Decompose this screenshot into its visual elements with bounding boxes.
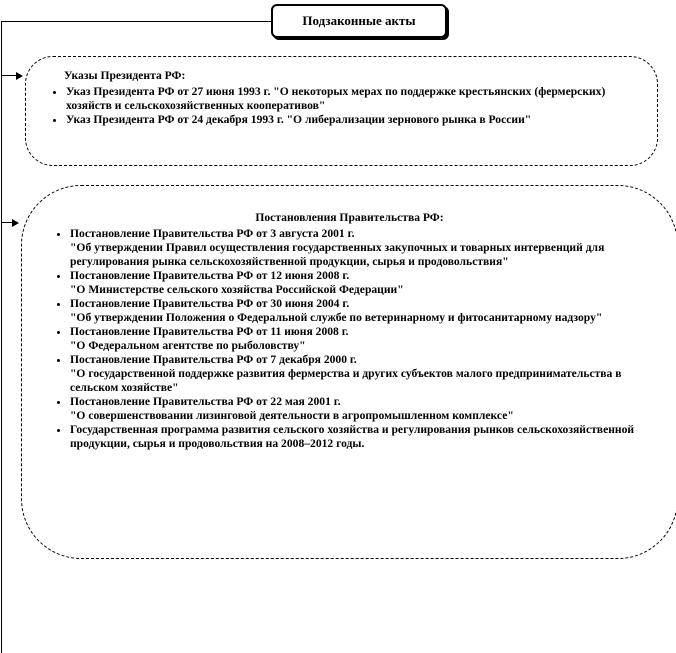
government-list xyxy=(40,227,659,451)
item-title: "О Министерстве сельского хозяйства Российской Федерации" xyxy=(70,283,404,296)
item-head: Постановление Правительства РФ от 30 июня 2004 г. xyxy=(70,297,350,310)
item-head: Постановление Правительства РФ от 7 декабря 2000 г. xyxy=(70,353,357,366)
arrow-to-government-icon xyxy=(12,219,19,227)
item-title: "О совершенствовании лизинговой деятельности в агропромышленном комплексе" xyxy=(70,409,514,422)
president-heading: Указы Президента РФ: xyxy=(64,69,186,82)
item-head: Постановление Правительства РФ от 11 июня 2008 г. xyxy=(70,325,349,338)
list-item xyxy=(70,227,659,269)
connector-to-president xyxy=(1,75,17,76)
arrow-to-president-icon xyxy=(16,72,23,80)
list-item xyxy=(70,297,659,325)
item-title: "О государственной поддержке развития фермерства и других субъектов малого предпринимательства в сельском хозяйстве" xyxy=(70,367,622,394)
president-decrees-group xyxy=(25,56,658,166)
item-head: Постановление Правительства РФ от 22 мая 2001 г. xyxy=(70,395,341,408)
list-item xyxy=(70,423,659,451)
list-item xyxy=(70,269,659,297)
item-title: "Об утверждении Положения о Федеральной службе по ветеринарному и фитосанитарному надзору" xyxy=(70,311,603,324)
government-resolutions-group xyxy=(21,185,676,559)
item-head: Постановление Правительства РФ от 12 июня 2008 г. xyxy=(70,269,350,282)
diagram-title: Подзаконные акты xyxy=(271,4,447,38)
item-title: "Об утверждении Правил осуществления государственных закупочных и товарных интервенций для регулирования рынка сельскохозяйственной продукции, сырья и продовольствия" xyxy=(70,241,605,268)
government-heading: Постановления Правительства РФ: xyxy=(255,211,444,224)
item-head: Государственная программа развития сельского хозяйства и регулирования рынков сельскохозяйственной продукции, сырья и продовольствия на 2008–2012 годы. xyxy=(70,423,635,450)
list-item xyxy=(70,353,659,395)
list-item xyxy=(70,325,659,353)
president-list xyxy=(36,85,637,127)
connector-vertical xyxy=(1,21,2,653)
list-item: • Указ Президента РФ от 27 июня 1993 г. "О некоторых мерах по поддержке крестьянских (фермерских) хозяйств и сельскохозяйственных кооперативов" xyxy=(66,85,637,113)
item-head: Постановление Правительства РФ от 3 августа 2001 г. xyxy=(70,227,355,240)
list-item xyxy=(70,395,659,423)
item-title: "О Федеральном агентстве по рыболовству" xyxy=(70,339,306,352)
list-item: • Указ Президента РФ от 24 декабря 1993 г. "О либерализации зернового рынка в России" xyxy=(66,113,637,127)
connector-top xyxy=(1,21,272,22)
